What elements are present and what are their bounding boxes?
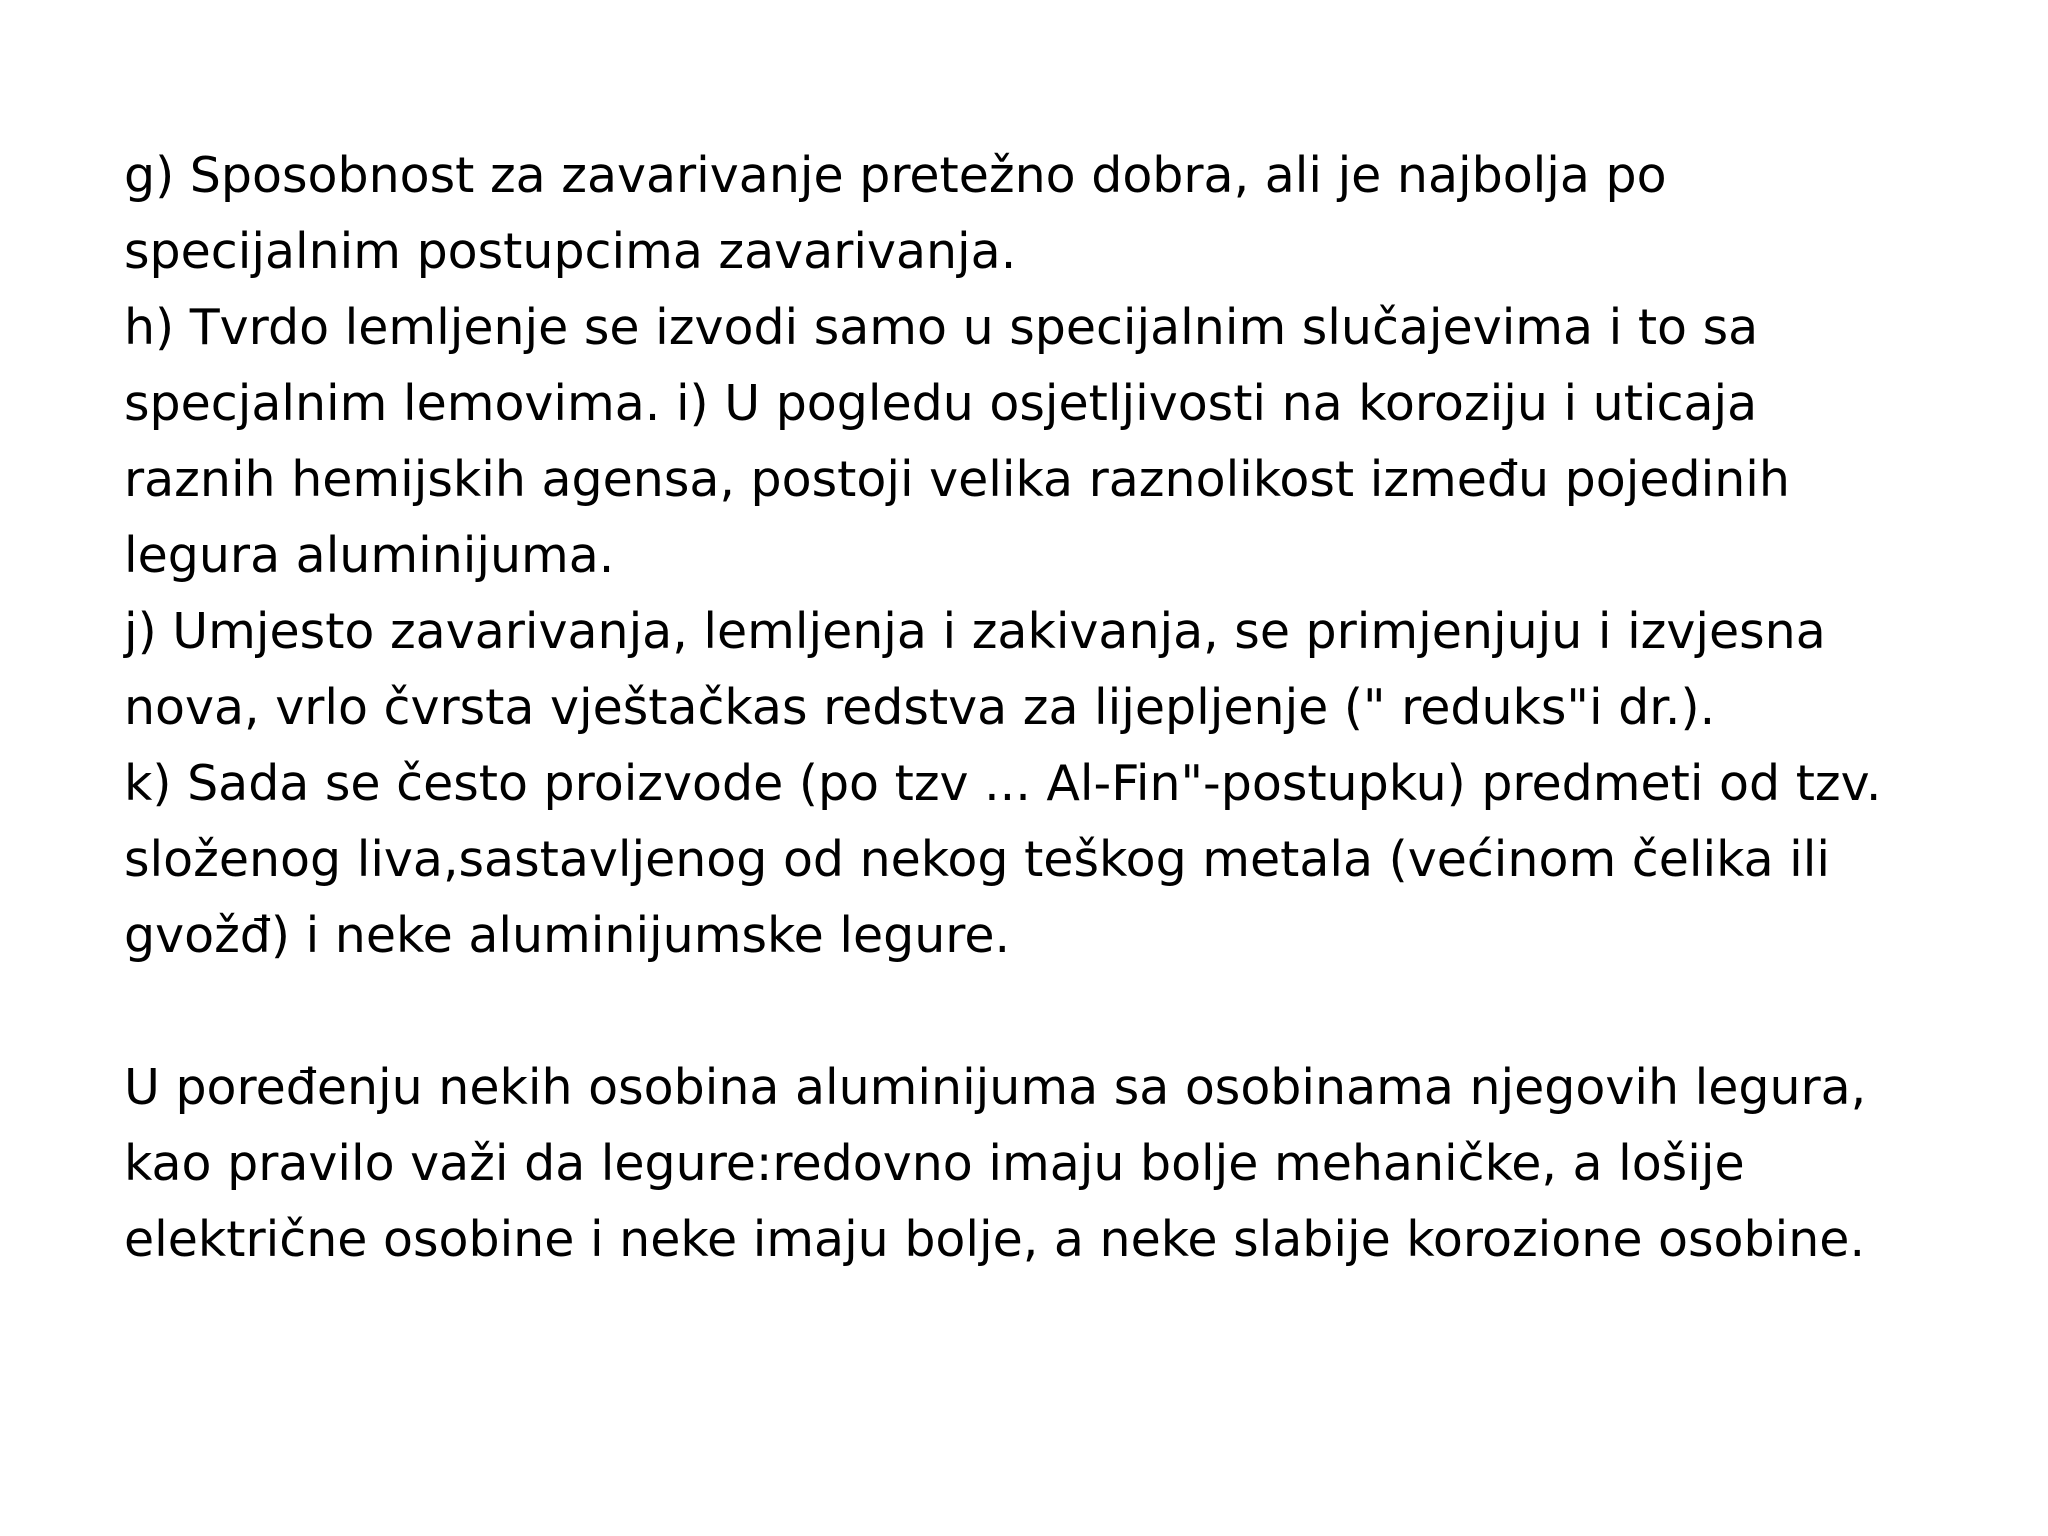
text-line-12: U poređenju nekih osobina aluminijuma sa osobinama njegovih legura, — [124, 1059, 1867, 1116]
text-line-13: kao pravilo važi da legure:redovno imaju bolje mehaničke, a lošije — [124, 1135, 1745, 1192]
text-line-2: specijalnim postupcima zavarivanja. — [124, 223, 1017, 280]
text-line-14: električne osobine i neke imaju bolje, a neke slabije korozione osobine. — [124, 1211, 1866, 1268]
text-line-7: j) Umjesto zavarivanja, lemljenja i zakivanja, se primjenjuju i izvjesna — [124, 603, 1826, 660]
text-line-10: složenog liva,sastavljenog od nekog teškog metala (većinom čelika ili — [124, 831, 1831, 888]
text-line-11: gvožđ) i neke aluminijumske legure. — [124, 907, 1011, 964]
slide-text-body — [124, 138, 2004, 1278]
text-line-3: h) Tvrdo lemljenje se izvodi samo u specijalnim slučajevima i to sa — [124, 299, 1759, 356]
text-line-8: nova, vrlo čvrsta vještačkas redstva za lijepljenje (" reduks"i dr.). — [124, 679, 1716, 736]
text-line-1: g) Sposobnost za zavarivanje pretežno dobra, ali je najbolja po — [124, 147, 1667, 204]
text-line-4: specjalnim lemovima. i) U pogledu osjetljivosti na koroziju i uticaja — [124, 375, 1758, 432]
text-line-6: legura aluminijuma. — [124, 527, 615, 584]
text-line-5: raznih hemijskih agensa, postoji velika raznolikost između pojedinih — [124, 451, 1790, 508]
text-line-9: k) Sada se često proizvode (po tzv ... Al-Fin"-postupku) predmeti od tzv. — [124, 755, 1882, 812]
paragraph-gap — [124, 974, 2004, 1050]
